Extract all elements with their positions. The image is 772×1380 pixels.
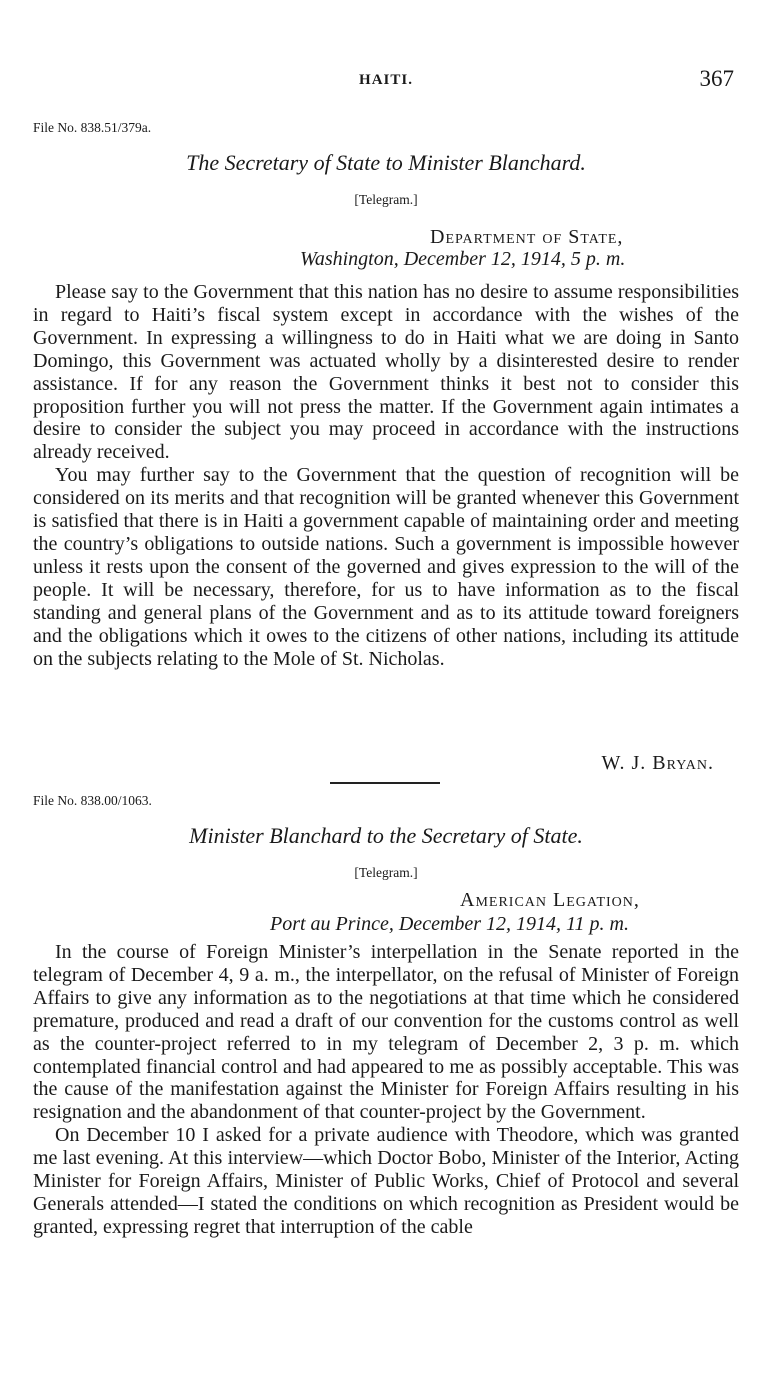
section-divider — [330, 782, 440, 784]
running-header — [0, 66, 772, 96]
sender-organization: Department of State, — [430, 226, 624, 248]
running-title: HAITI. — [359, 72, 413, 88]
telegram-label: [Telegram.] — [354, 865, 418, 880]
document-title: The Secretary of State to Minister Blanchard. — [186, 150, 586, 175]
document-body — [33, 281, 739, 670]
dateline: Washington, December 12, 1914, 5 p. m. — [300, 248, 626, 270]
file-number: File No. 838.00/1063. — [33, 793, 152, 808]
page-number: 367 — [699, 66, 734, 91]
document-body — [33, 941, 739, 1239]
body-paragraph: On December 10 I asked for a private audience with Theodore, which was granted me last evening. At this interview—which Doctor Bobo, Minister of the Interior, Acting Minister for Foreign Affairs, Minister of Public Works, Chief of Protocol and several Generals attended—I stated the conditions on which recognition as President would be granted, expressing regret that interruption of the cable — [33, 1124, 739, 1238]
document-title: Minister Blanchard to the Secretary of State. — [189, 823, 583, 848]
body-paragraph: In the course of Foreign Minister’s interpellation in the Senate reported in the telegram of December 4, 9 a. m., the interpellator, on the refusal of Minister of Foreign Affairs to give any information as to the negotiations at that time which he considered premature, produced and read a draft of our convention for the customs control as well as the counter-project referred to in my telegram of December 2, 3 p. m. which contemplated financial control and had appeared to me as possibly acceptable. This was the cause of the manifestation against the Minister for Foreign Affairs resulting in his resignation and the abandonment of that counter-project by the Government. — [33, 941, 739, 1124]
telegram-label: [Telegram.] — [354, 192, 418, 207]
sender-organization: American Legation, — [460, 889, 640, 911]
file-number: File No. 838.51/379a. — [33, 120, 152, 135]
body-paragraph: You may further say to the Government that the question of recognition will be considered on its merits and that recognition will be granted whenever this Government is satisfied that there is in Haiti a government capable of maintaining order and meeting the country’s obligations to outside nations. Such a government is impossible however unless it rests upon the consent of the governed and gives expression to the will of the people. It will be necessary, therefore, for us to have information as to the fiscal standing and general plans of the Government and as to its attitude toward foreigners and the obligations which it owes to the citizens of other nations, including its attitude on the subjects relating to the Mole of St. Nicholas. — [33, 464, 739, 670]
dateline: Port au Prince, December 12, 1914, 11 p. m. — [270, 913, 630, 935]
signature: W. J. Bryan. — [601, 752, 714, 774]
body-paragraph: Please say to the Government that this nation has no desire to assume responsibilities in regard to Haiti’s fiscal system except in accordance with the wishes of the Government. In expressing a willingness to do in Haiti what we are doing in Santo Domingo, this Government was actuated wholly by a disinterested desire to render assistance. If for any reason the Government thinks it best not to consider this proposition further you will not press the matter. If the Government again intimates a desire to consider the subject you may proceed in accordance with the instructions already received. — [33, 281, 739, 464]
